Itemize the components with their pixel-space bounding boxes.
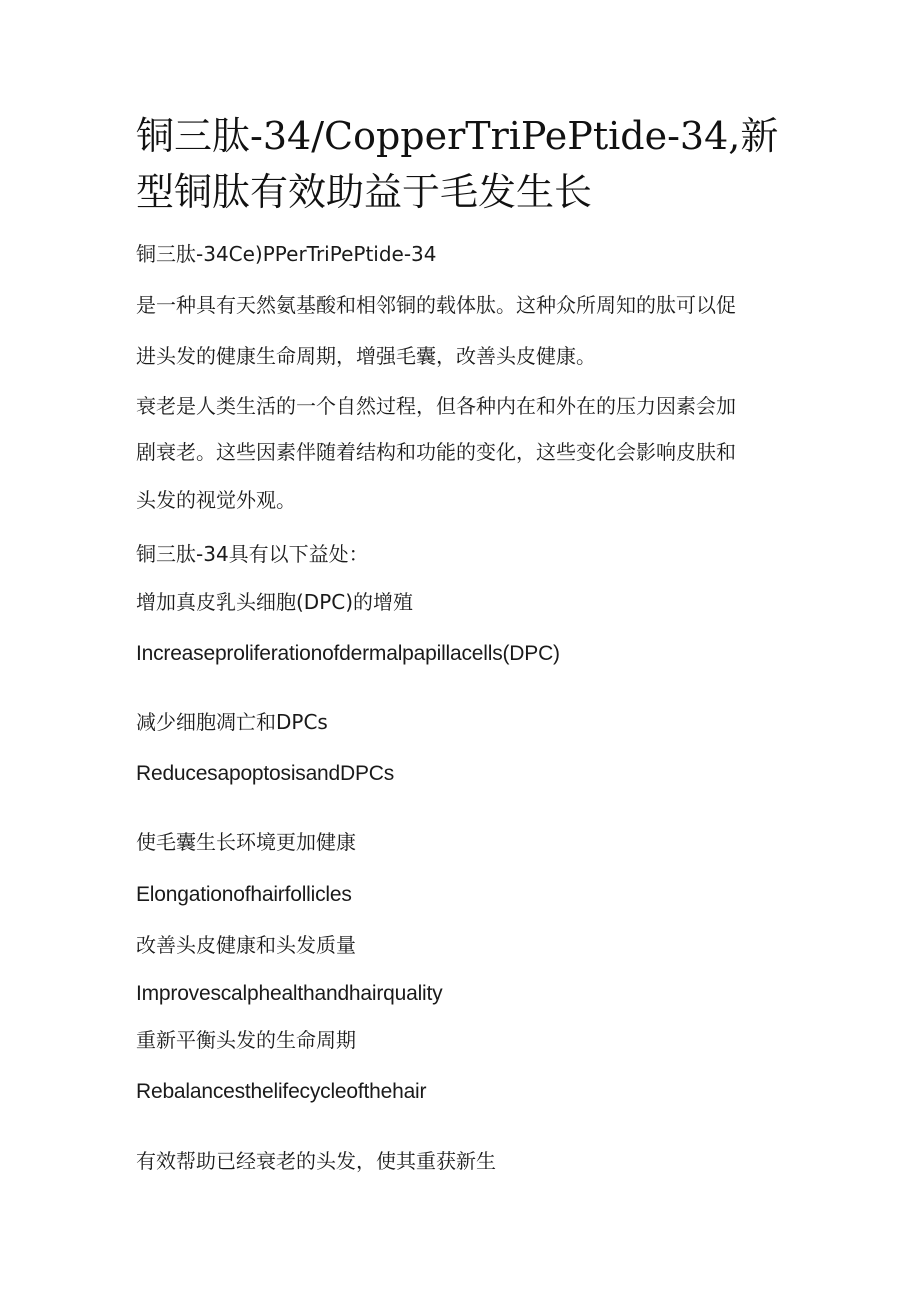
aging-paragraph-line: 衰老是人类生活的一个自然过程，但各种内在和外在的压力因素会加 bbox=[136, 394, 736, 418]
benefit-en: ReducesapoptosisandDPCs bbox=[136, 762, 395, 785]
benefits-heading: 铜三肽-34具有以下益处： bbox=[136, 542, 369, 566]
aging-paragraph-line: 剧衰老。这些因素伴随着结构和功能的变化，这些变化会影响皮肤和 bbox=[136, 440, 736, 464]
aging-paragraph-line: 头发的视觉外观。 bbox=[136, 488, 296, 512]
benefit-en: Elongationofhairfollicles bbox=[136, 883, 352, 906]
benefit-zh: 增加真皮乳头细胞(DPC)的增殖 bbox=[136, 590, 414, 614]
document-title: 铜三肽-34/CopperTriPePtide-34,新型铜肽有效助益于毛发生长 bbox=[136, 114, 779, 214]
benefit-zh: 重新平衡头发的生命周期 bbox=[136, 1028, 356, 1052]
intro-line: 进头发的健康生命周期，增强毛囊，改善头皮健康。 bbox=[136, 344, 596, 368]
intro-line: 是一种具有天然氨基酸和相邻铜的载体肽。这种众所周知的肽可以促 bbox=[136, 293, 736, 317]
subtitle-line: 铜三肽-34Ce)PPerTriPePtide-34 bbox=[136, 242, 437, 266]
benefit-en: Increaseproliferationofdermalpapillacells(DPC) bbox=[136, 642, 560, 665]
benefit-zh: 减少细胞凋亡和DPCs bbox=[136, 710, 328, 734]
closing-line: 有效帮助已经衰老的头发，使其重获新生 bbox=[136, 1149, 496, 1173]
benefit-en: Improvescalphealthandhairquality bbox=[136, 982, 443, 1005]
benefit-en: Rebalancesthelifecycleofthehair bbox=[136, 1080, 427, 1103]
benefit-zh: 使毛囊生长环境更加健康 bbox=[136, 830, 356, 854]
benefit-zh: 改善头皮健康和头发质量 bbox=[136, 933, 356, 957]
